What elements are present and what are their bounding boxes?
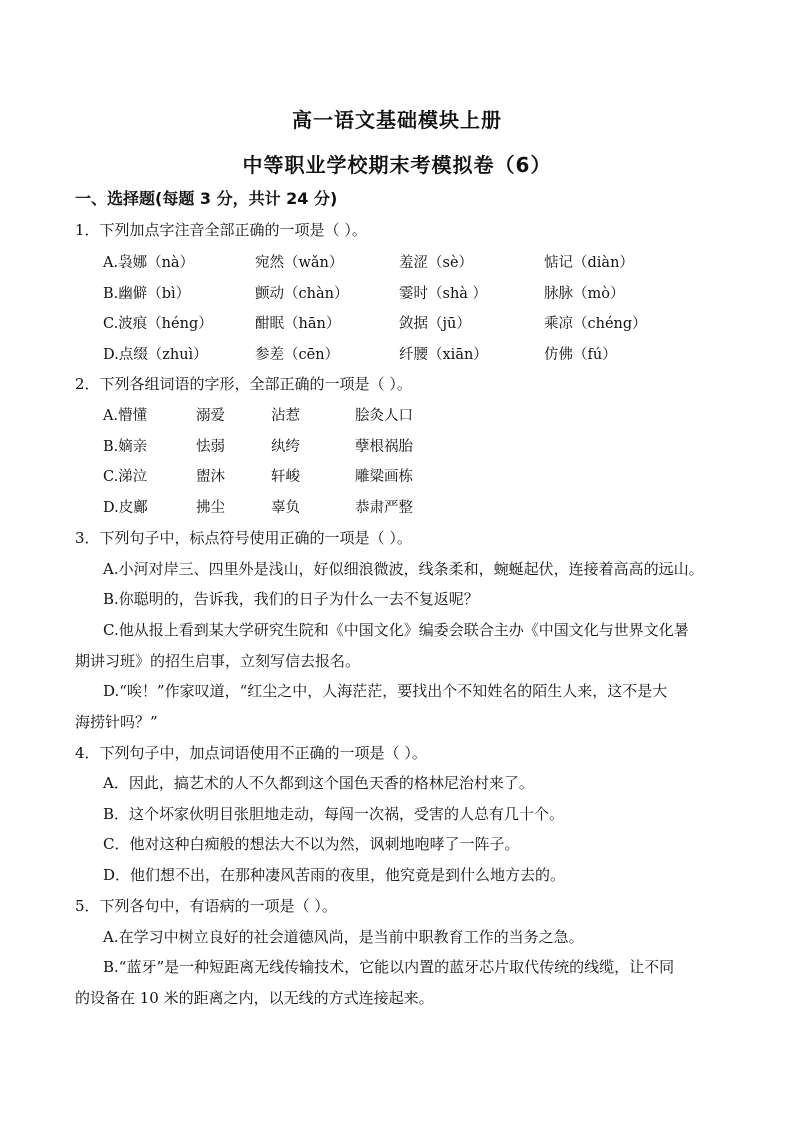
q1-option-a: A.袅娜（nà） — [103, 255, 195, 271]
q2-option-c: C.涕泣 — [103, 469, 148, 485]
q2-option-c-word: 轩峻 — [271, 469, 300, 485]
q2-option-a-word: 脍灸人口 — [355, 408, 413, 424]
q3-option-c-cont: 期讲习班》的招生启事，立刻写信去报名。 — [75, 652, 361, 670]
q1-option-c-word: 乘凉（chéng） — [544, 316, 647, 332]
q2-option-d-word: 拂尘 — [196, 500, 225, 516]
q2-option-c-word: 雕粱画栋 — [355, 469, 413, 485]
q2-option-c-word: 盥沐 — [196, 469, 225, 485]
q3-option-d: D.“唉！”作家叹道，“红尘之中，人海茫茫，要找出个不知姓名的陌生人来，这不是大 — [103, 682, 668, 700]
q2-option-d-word: 辜负 — [271, 500, 300, 516]
q2-option-b-word: 纨绔 — [271, 439, 300, 455]
q1-option-d-word: 纤腰（xiān） — [399, 347, 488, 363]
q1-option-a-word: 惦记（diàn） — [544, 255, 634, 271]
q1-option-b-word: 颤动（chàn） — [255, 286, 349, 302]
q4-option-c: C．他对这种白痴般的想法大不以为然，讽刺地咆哮了一阵子。 — [103, 835, 520, 853]
q2-option-d-word: 恭肃严整 — [355, 500, 413, 516]
question-2-stem: 2．下列各组词语的字形，全部正确的一项是（ ）。 — [75, 375, 412, 393]
q1-option-b: B.幽僻（bì） — [103, 286, 191, 302]
q5-option-b-cont: 的设备在 10 米的距离之内，以无线的方式连接起来。 — [75, 989, 434, 1007]
q1-option-d-word: 仿佛（fú） — [544, 347, 617, 363]
q3-option-d-cont: 海捞针吗？” — [75, 713, 158, 731]
q4-option-b: B．这个坏家伙明目张胆地走动，每闯一次祸，受害的人总有几十个。 — [103, 805, 565, 823]
q2-option-b: B.嫡亲 — [103, 439, 148, 455]
q5-option-b: B.“蓝牙”是一种短距离无线传输技术，它能以内置的蓝牙芯片取代传统的线缆，让不同 — [103, 958, 675, 976]
exam-subtitle: 中等职业学校期末考模拟卷（6） — [242, 153, 552, 177]
q2-option-a-word: 沾惹 — [271, 408, 300, 424]
q5-option-a: A.在学习中树立良好的社会道德风尚，是当前中职教育工作的当务之急。 — [103, 928, 584, 946]
q4-option-d: D．他们想不出，在那种凄风苦雨的夜里，他究竟是到什么地方去的。 — [103, 866, 566, 884]
q3-option-c: C.他从报上看到某大学研究生院和《中国文化》编委会联合主办《中国文化与世界文化暑 — [103, 621, 689, 639]
q1-option-b-word: 霎时（shà ） — [399, 286, 488, 302]
question-5-stem: 5．下列各句中，有语病的一项是（ ）。 — [75, 897, 337, 915]
question-4-stem: 4．下列句子中，加点词语使用不正确的一项是（ ）。 — [75, 744, 427, 762]
q2-option-b-word: 孽根祸胎 — [355, 439, 413, 455]
q1-option-a-word: 宛然（wǎn） — [255, 255, 344, 271]
question-3-stem: 3．下列句子中，标点符号使用正确的一项是（ ）。 — [75, 529, 412, 547]
q2-option-b-word: 怯弱 — [196, 439, 225, 455]
q3-option-b: B.你聪明的，告诉我，我们的日子为什么一去不复返呢？ — [103, 590, 479, 608]
q1-option-c-word: 酣眠（hān） — [255, 316, 341, 332]
q2-option-a-word: 溺爱 — [196, 408, 225, 424]
exam-title: 高一语文基础模块上册 — [292, 108, 502, 132]
q1-option-b-word: 脉脉（mò） — [544, 286, 625, 302]
q1-option-c: C.波痕（héng） — [103, 316, 213, 332]
q2-option-a: A.懵懂 — [103, 408, 148, 424]
q4-option-a: A．因此，搞艺术的人不久都到这个国色天香的格林尼治村来了。 — [103, 774, 534, 792]
q1-option-a-word: 羞涩（sè） — [399, 255, 474, 271]
q3-option-a: A.小河对岸三、四里外是浅山，好似细浪微波，线条柔和，蜿蜒起伏，连接着高高的远山。 — [103, 560, 704, 578]
section-heading: 一、选择题(每题 3 分，共计 24 分) — [75, 189, 338, 208]
q2-option-d: D.皮鄺 — [103, 500, 148, 516]
q1-option-d: D.点缀（zhuì） — [103, 347, 208, 363]
q1-option-d-word: 参差（cēn） — [255, 347, 340, 363]
q1-option-c-word: 敛据（jū） — [399, 316, 471, 332]
question-1-stem: 1．下列加点字注音全部正确的一项是（ ）。 — [75, 221, 367, 239]
